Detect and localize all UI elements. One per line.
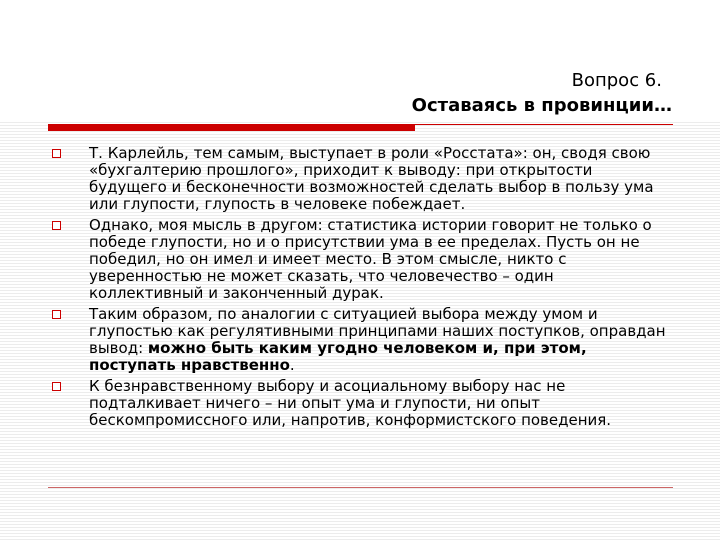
bullet-text-3-after: .	[289, 356, 295, 374]
bullet-item-4	[52, 378, 672, 429]
square-bullet-icon	[52, 149, 61, 158]
bullet-text-1: Т. Карлейль, тем самым, выступает в роли «Росстата»: он, сводя свою «бухгалтерию прошлого», приходит к выводу: при открытости будущего и бесконечности возможностей сделать выбор в пользу ума или глупости, глупость в человеке побеждает.	[89, 145, 654, 213]
square-bullet-icon	[52, 310, 61, 319]
square-bullet-icon	[52, 382, 61, 391]
bullet-text-2: Однако, моя мысль в другом: статистика истории говорит не только о победе глупости, но и о присутствии ума в ее пределах. Пусть он не победил, но он имел и имеет место. В этом смысле, никто с уверенностью не может сказать, что человечество – один коллективный и законченный дурак.	[89, 216, 652, 302]
slide-title-question: Вопрос 6.	[571, 70, 662, 91]
bullet-text-3-before: Таким образом, по аналогии с ситуацией выбора между умом и глупостью как регулятивными принципами наших поступков, оправдан вывод:	[89, 305, 666, 357]
bullet-item-3	[52, 306, 672, 374]
slide-title-heading: Оставаясь в провинции…	[411, 95, 672, 116]
bullet-item-2	[52, 217, 672, 302]
bullet-list	[52, 145, 672, 480]
bullet-text-3-bold: можно быть каким угодно человеком и, при этом, поступать нравственно	[89, 339, 587, 374]
title-band	[0, 0, 720, 122]
footer-divider	[48, 487, 673, 488]
bullet-item-1	[52, 145, 672, 213]
title-divider-thin	[415, 124, 673, 125]
square-bullet-icon	[52, 221, 61, 230]
title-divider-thick	[48, 124, 415, 131]
bullet-text-4: К безнравственному выбору и асоциальному выбору нас не подталкивает ничего – ни опыт ума и глупости, ни опыт бескомпромиссного или, напротив, конформистского поведения.	[89, 377, 612, 429]
